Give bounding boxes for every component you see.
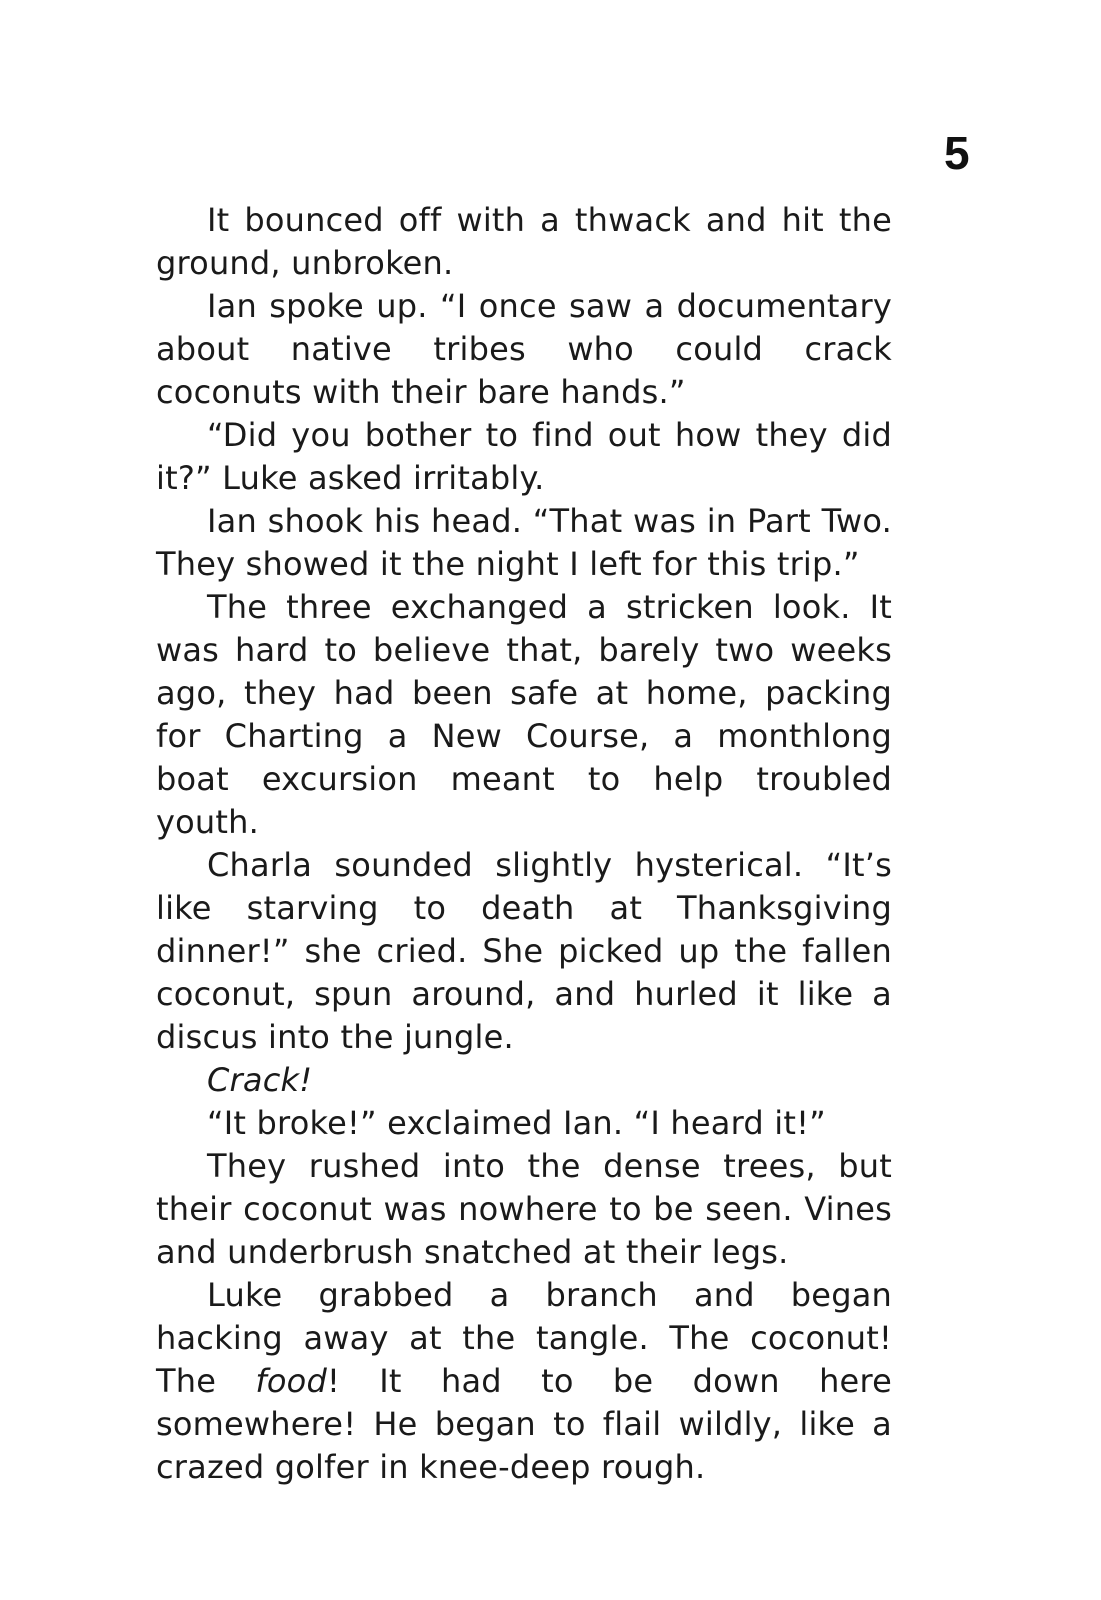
paragraph: Charla sounded slightly hysterical. “It’s like starving to death at Thanksgiving dinner!” she cried. She picked up the fallen coconut, spun around, and hurled it like a discus into the jungle. xyxy=(156,846,892,1056)
italic-exclamation: Crack! xyxy=(207,1061,313,1099)
paragraph: Ian spoke up. “I once saw a documentary about native tribes who could crack coconuts with their bare hands.” xyxy=(156,287,892,411)
text-run: ! It had to be down here somewhere! He began to flail wildly, like a crazed golfer in knee-deep rough. xyxy=(156,1362,892,1486)
emphasized-word: food xyxy=(255,1362,327,1400)
paragraph: “Did you bother to find out how they did it?” Luke asked irritably. xyxy=(156,416,892,497)
paragraph-italic xyxy=(156,1059,892,1102)
paragraph: They rushed into the dense trees, but their coconut was nowhere to be seen. Vines and underbrush snatched at their legs. xyxy=(156,1147,892,1271)
text-run: Luke grabbed a branch and began hacking away at the tangle. The coconut! The xyxy=(156,1276,892,1400)
paragraph-last xyxy=(156,1274,892,1489)
paragraph: Ian shook his head. “That was in Part Two. They showed it the night I left for this trip.” xyxy=(156,502,892,583)
body-text xyxy=(156,199,892,1489)
paragraph: “It broke!” exclaimed Ian. “I heard it!” xyxy=(207,1104,826,1142)
paragraph: It bounced off with a thwack and hit the ground, unbroken. xyxy=(156,201,892,282)
paragraph: The three exchanged a stricken look. It was hard to believe that, barely two weeks ago, they had been safe at home, packing for Charting a New Course, a monthlong boat excursion meant to help troubled youth. xyxy=(156,588,892,841)
page-number: 5 xyxy=(944,127,970,179)
